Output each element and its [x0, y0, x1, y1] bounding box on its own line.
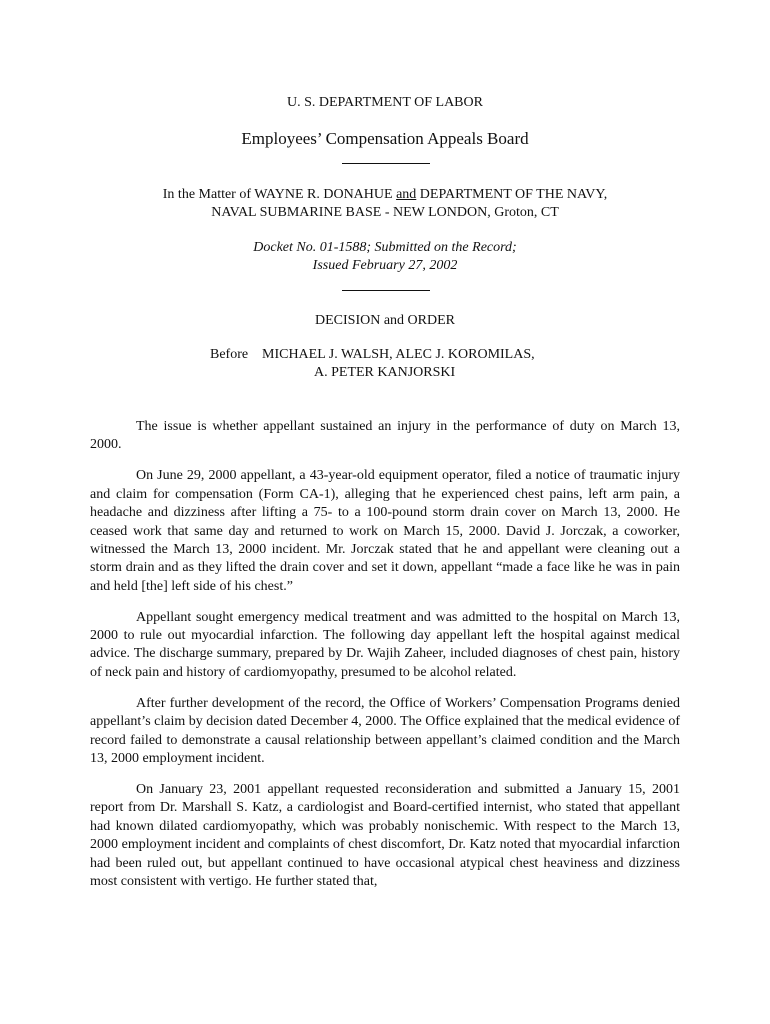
paragraph: After further development of the record, the Office of Workers’ Compensation Programs denied appellant’s claim by decision dated December 4, 2000. The Office explained that the medical evidence of record failed to demonstrate a causal relationship between appellant’s claimed condition and the March 13, 2000 employment incident.	[90, 695, 680, 766]
paragraph: On June 29, 2000 appellant, a 43-year-old equipment operator, filed a notice of traumatic injury and claim for compensation (Form CA-1), alleging that he experienced chest pains, left arm pain, a headache and dizziness after lifting a 75- to a 100-pound storm drain cover on March 13, 2000. He ceased work that same day and returned to work on March 15, 2000. David J. Jorczak, a coworker, witnessed the March 13, 2000 incident. Mr. Jorczak stated that he and appellant were cleaning out a storm drain and as they lifted the drain cover and set it down, appellant “made a face like he was in pain and held [the] left side of his chest.”	[90, 468, 680, 594]
matter-line-2: NAVAL SUBMARINE BASE - NEW LONDON, Groton, CT	[211, 205, 559, 220]
docket-divider	[342, 290, 430, 291]
judges-line-1: MICHAEL J. WALSH, ALEC J. KOROMILAS,	[262, 347, 535, 362]
docket-line-2: Issued February 27, 2002	[312, 258, 458, 273]
docket-line-1: Docket No. 01-1588; Submitted on the Record;	[253, 240, 517, 255]
paragraph: Appellant sought emergency medical treatment and was admitted to the hospital on March 13, 2000 to rule out myocardial infarction. The following day appellant left the hospital against medical advice. The discharge summary, prepared by Dr. Wajih Zaheer, included diagnoses of chest pain, history of neck pain and history of cardiomyopathy, presumed to be alcohol related.	[90, 609, 680, 680]
paragraph: On January 23, 2001 appellant requested reconsideration and submitted a January 15, 2001 report from Dr. Marshall S. Katz, a cardiologist and Board-certified internist, who stated that appellant had known dilated cardiomyopathy, which was probably nonischemic. With respect to the March 13, 2000 employment incident and complaints of chest discomfort, Dr. Katz noted that myocardial infarction had been ruled out, but appellant continued to have occasional atypical chest heaviness and dizziness most consistent with vertigo. He further stated that,	[90, 781, 680, 889]
title-divider	[342, 163, 430, 164]
matter-suffix: DEPARTMENT OF THE NAVY,	[416, 187, 608, 202]
matter-line-1	[0, 186, 770, 204]
matter-prefix: In the Matter of WAYNE R. DONAHUE	[162, 187, 397, 202]
agency-heading: U. S. DEPARTMENT OF LABOR	[287, 95, 483, 110]
board-title: Employees’ Compensation Appeals Board	[241, 129, 529, 148]
opinion-body	[90, 418, 680, 904]
decision-title: DECISION and ORDER	[315, 313, 455, 328]
paragraph: The issue is whether appellant sustained an injury in the performance of duty on March 13, 2000.	[90, 419, 680, 453]
judges-line-2: A. PETER KANJORSKI	[314, 365, 456, 380]
matter-and: and	[396, 187, 417, 202]
before-label: Before	[210, 347, 249, 362]
